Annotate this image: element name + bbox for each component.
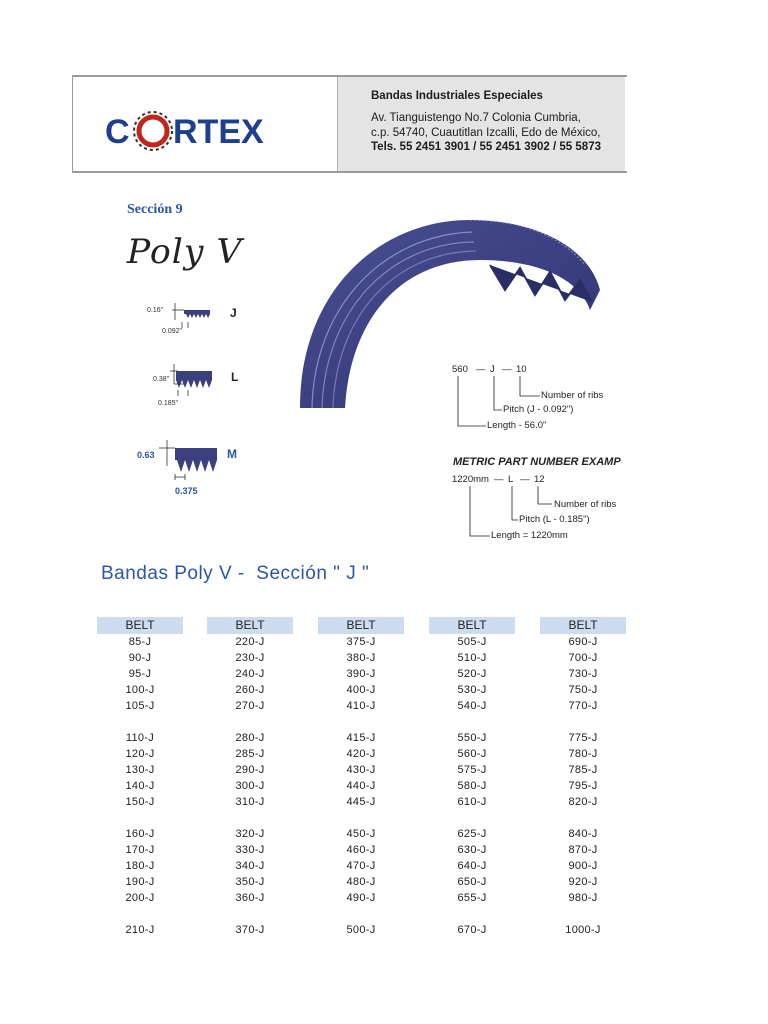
belt-cell: 575-J (457, 764, 487, 776)
belt-cell: 100-J (125, 684, 155, 696)
belt-cell: 770-J (568, 700, 598, 712)
metric-length-label: Length = 1220mm (491, 530, 568, 541)
metric-example-title: METRIC PART NUMBER EXAMP (453, 456, 621, 468)
cortex-logo (105, 107, 325, 162)
group-spacer (207, 810, 293, 826)
belt-cell: 280-J (235, 732, 265, 744)
belt-column-1 (97, 617, 183, 938)
logo-gear-icon (134, 112, 172, 150)
group-spacer (540, 810, 626, 826)
belt-cell: 430-J (346, 764, 376, 776)
part-number-example: 560 — J — 10 Number of ribs Pitch (J - 0.092") Length - 56.0" (440, 362, 630, 442)
profile-m-height: 0.63 (137, 450, 155, 460)
belt-cell: 360-J (235, 892, 265, 904)
column-header: BELT (207, 617, 293, 634)
group-spacer (318, 810, 404, 826)
belt-column-3 (318, 617, 404, 938)
belt-column-4 (429, 617, 515, 938)
metric-pitch-label: Pitch (L - 0.185") (519, 514, 590, 525)
group-spacer (540, 906, 626, 922)
belt-cell: 900-J (568, 860, 598, 872)
metric-code-length: 1220mm (452, 474, 489, 485)
belt-cell: 330-J (235, 844, 265, 856)
profile-l-letter: L (231, 370, 239, 384)
belt-cell: 440-J (346, 780, 376, 792)
belt-cell: 410-J (346, 700, 376, 712)
address-line-1: Av. Tianguistengo No.7 Colonia Cumbria, (371, 112, 581, 124)
address-line-2: c.p. 54740, Cuautitlan Izcalli, Edo de México, (371, 127, 601, 139)
group-spacer (97, 714, 183, 730)
group-spacer (429, 714, 515, 730)
metric-code-section: L (508, 474, 514, 485)
belt-cell: 445-J (346, 796, 376, 808)
belt-cell: 795-J (568, 780, 598, 792)
belt-cell: 610-J (457, 796, 487, 808)
belt-cell: 180-J (125, 860, 155, 872)
belt-cell: 285-J (235, 748, 265, 760)
belt-cell: 130-J (125, 764, 155, 776)
belt-cell: 380-J (346, 652, 376, 664)
profile-m (135, 438, 255, 498)
belt-cell: 560-J (457, 748, 487, 760)
belt-cell: 210-J (125, 924, 155, 936)
belt-cell: 785-J (568, 764, 598, 776)
belt-cell: 530-J (457, 684, 487, 696)
belt-cell: 840-J (568, 828, 598, 840)
belt-cell: 95-J (128, 668, 152, 680)
belt-cell: 780-J (568, 748, 598, 760)
belt-cell: 775-J (568, 732, 598, 744)
example-code-length: 560 (452, 364, 468, 375)
belt-cell: 400-J (346, 684, 376, 696)
logo-letter-c: C (105, 113, 130, 151)
belt-cell: 625-J (457, 828, 487, 840)
belt-cell: 1000-J (565, 924, 601, 936)
belt-cell: 490-J (346, 892, 376, 904)
belt-cell: 460-J (346, 844, 376, 856)
group-spacer (429, 810, 515, 826)
belt-cell: 300-J (235, 780, 265, 792)
belt-cell: 520-J (457, 668, 487, 680)
group-spacer (318, 906, 404, 922)
belt-cell: 415-J (346, 732, 376, 744)
belt-cell: 750-J (568, 684, 598, 696)
group-spacer (429, 906, 515, 922)
example-pitch-label: Pitch (J - 0.092") (503, 404, 574, 415)
belt-cell: 190-J (125, 876, 155, 888)
belt-cell: 505-J (457, 636, 487, 648)
profile-j-diagram (170, 300, 215, 330)
belt-cell: 160-J (125, 828, 155, 840)
profile-m-pitch: 0.375 (175, 486, 198, 496)
group-spacer (540, 714, 626, 730)
belt-cell: 220-J (235, 636, 265, 648)
belt-cell: 390-J (346, 668, 376, 680)
profile-j-height: 0.16" (147, 307, 164, 314)
belt-cell: 310-J (235, 796, 265, 808)
belt-cell: 630-J (457, 844, 487, 856)
belt-cell: 340-J (235, 860, 265, 872)
belt-cell: 670-J (457, 924, 487, 936)
example-code-section: J (490, 364, 495, 375)
belt-cell: 980-J (568, 892, 598, 904)
metric-code-ribs: 12 (534, 474, 545, 485)
belt-cell: 120-J (125, 748, 155, 760)
profile-j (140, 298, 250, 338)
belt-cell: 270-J (235, 700, 265, 712)
profile-l (140, 362, 250, 412)
group-spacer (318, 714, 404, 730)
belt-cell: 540-J (457, 700, 487, 712)
belt-cell: 730-J (568, 668, 598, 680)
belt-cell: 480-J (346, 876, 376, 888)
group-spacer (207, 906, 293, 922)
belt-cell: 690-J (568, 636, 598, 648)
belt-cell: 470-J (346, 860, 376, 872)
profile-m-diagram (157, 438, 217, 482)
belt-cell: 260-J (235, 684, 265, 696)
belt-cell: 500-J (346, 924, 376, 936)
group-spacer (207, 714, 293, 730)
belt-cell: 320-J (235, 828, 265, 840)
group-spacer (97, 810, 183, 826)
belt-cell: 820-J (568, 796, 598, 808)
belt-cell: 350-J (235, 876, 265, 888)
belt-cell: 150-J (125, 796, 155, 808)
belt-cell: 110-J (125, 732, 155, 744)
belt-cell: 640-J (457, 860, 487, 872)
belt-cell: 290-J (235, 764, 265, 776)
profile-j-letter: J (230, 306, 237, 320)
example-length-label: Length - 56.0" (487, 420, 547, 431)
belt-cell: 200-J (125, 892, 155, 904)
belt-column-5 (540, 617, 626, 938)
belt-cell: 450-J (346, 828, 376, 840)
belt-cell: 240-J (235, 668, 265, 680)
poly-v-title: Poly V (126, 232, 243, 272)
belt-cell: 655-J (457, 892, 487, 904)
belt-cell: 650-J (457, 876, 487, 888)
belt-cell: 85-J (128, 636, 152, 648)
belt-cell: 90-J (128, 652, 152, 664)
phone-line: Tels. 55 2451 3901 / 55 2451 3902 / 55 5873 (371, 141, 601, 153)
column-header: BELT (429, 617, 515, 634)
belt-cell: 370-J (235, 924, 265, 936)
belt-cell: 230-J (235, 652, 265, 664)
belt-column-2 (207, 617, 293, 938)
metric-part-number-example: 1220mm — L — 12 Number of ribs Pitch (L - 0.185") Length = 1220mm (440, 472, 630, 547)
column-header: BELT (318, 617, 404, 634)
profile-j-pitch: 0.092" (162, 328, 183, 335)
column-header: BELT (97, 617, 183, 634)
logo-letters-rtex: RTEX (173, 113, 264, 151)
company-tagline: Bandas Industriales Especiales (371, 90, 543, 102)
contact-panel (338, 77, 625, 171)
company-header (72, 75, 627, 173)
belt-cell: 170-J (125, 844, 155, 856)
belt-cell: 580-J (457, 780, 487, 792)
belt-cell: 140-J (125, 780, 155, 792)
belt-cell: 920-J (568, 876, 598, 888)
belt-cell: 700-J (568, 652, 598, 664)
column-header: BELT (540, 617, 626, 634)
belt-cell: 870-J (568, 844, 598, 856)
belt-cell: 420-J (346, 748, 376, 760)
profile-m-letter: M (227, 447, 237, 461)
profile-l-diagram (168, 362, 218, 396)
belt-cell: 375-J (346, 636, 376, 648)
belt-cell: 105-J (125, 700, 155, 712)
example-ribs-label: Number of ribs (541, 390, 604, 401)
metric-ribs-label: Number of ribs (554, 499, 617, 510)
table-title: Bandas Poly V - Sección " J " (101, 563, 370, 584)
belt-cell: 510-J (457, 652, 487, 664)
profile-l-pitch: 0.185" (158, 400, 179, 407)
section-label: Sección 9 (127, 202, 183, 217)
logo-panel (72, 77, 338, 171)
example-code-ribs: 10 (516, 364, 527, 375)
group-spacer (97, 906, 183, 922)
belt-cell: 550-J (457, 732, 487, 744)
profile-l-height: 0.38" (153, 376, 170, 383)
